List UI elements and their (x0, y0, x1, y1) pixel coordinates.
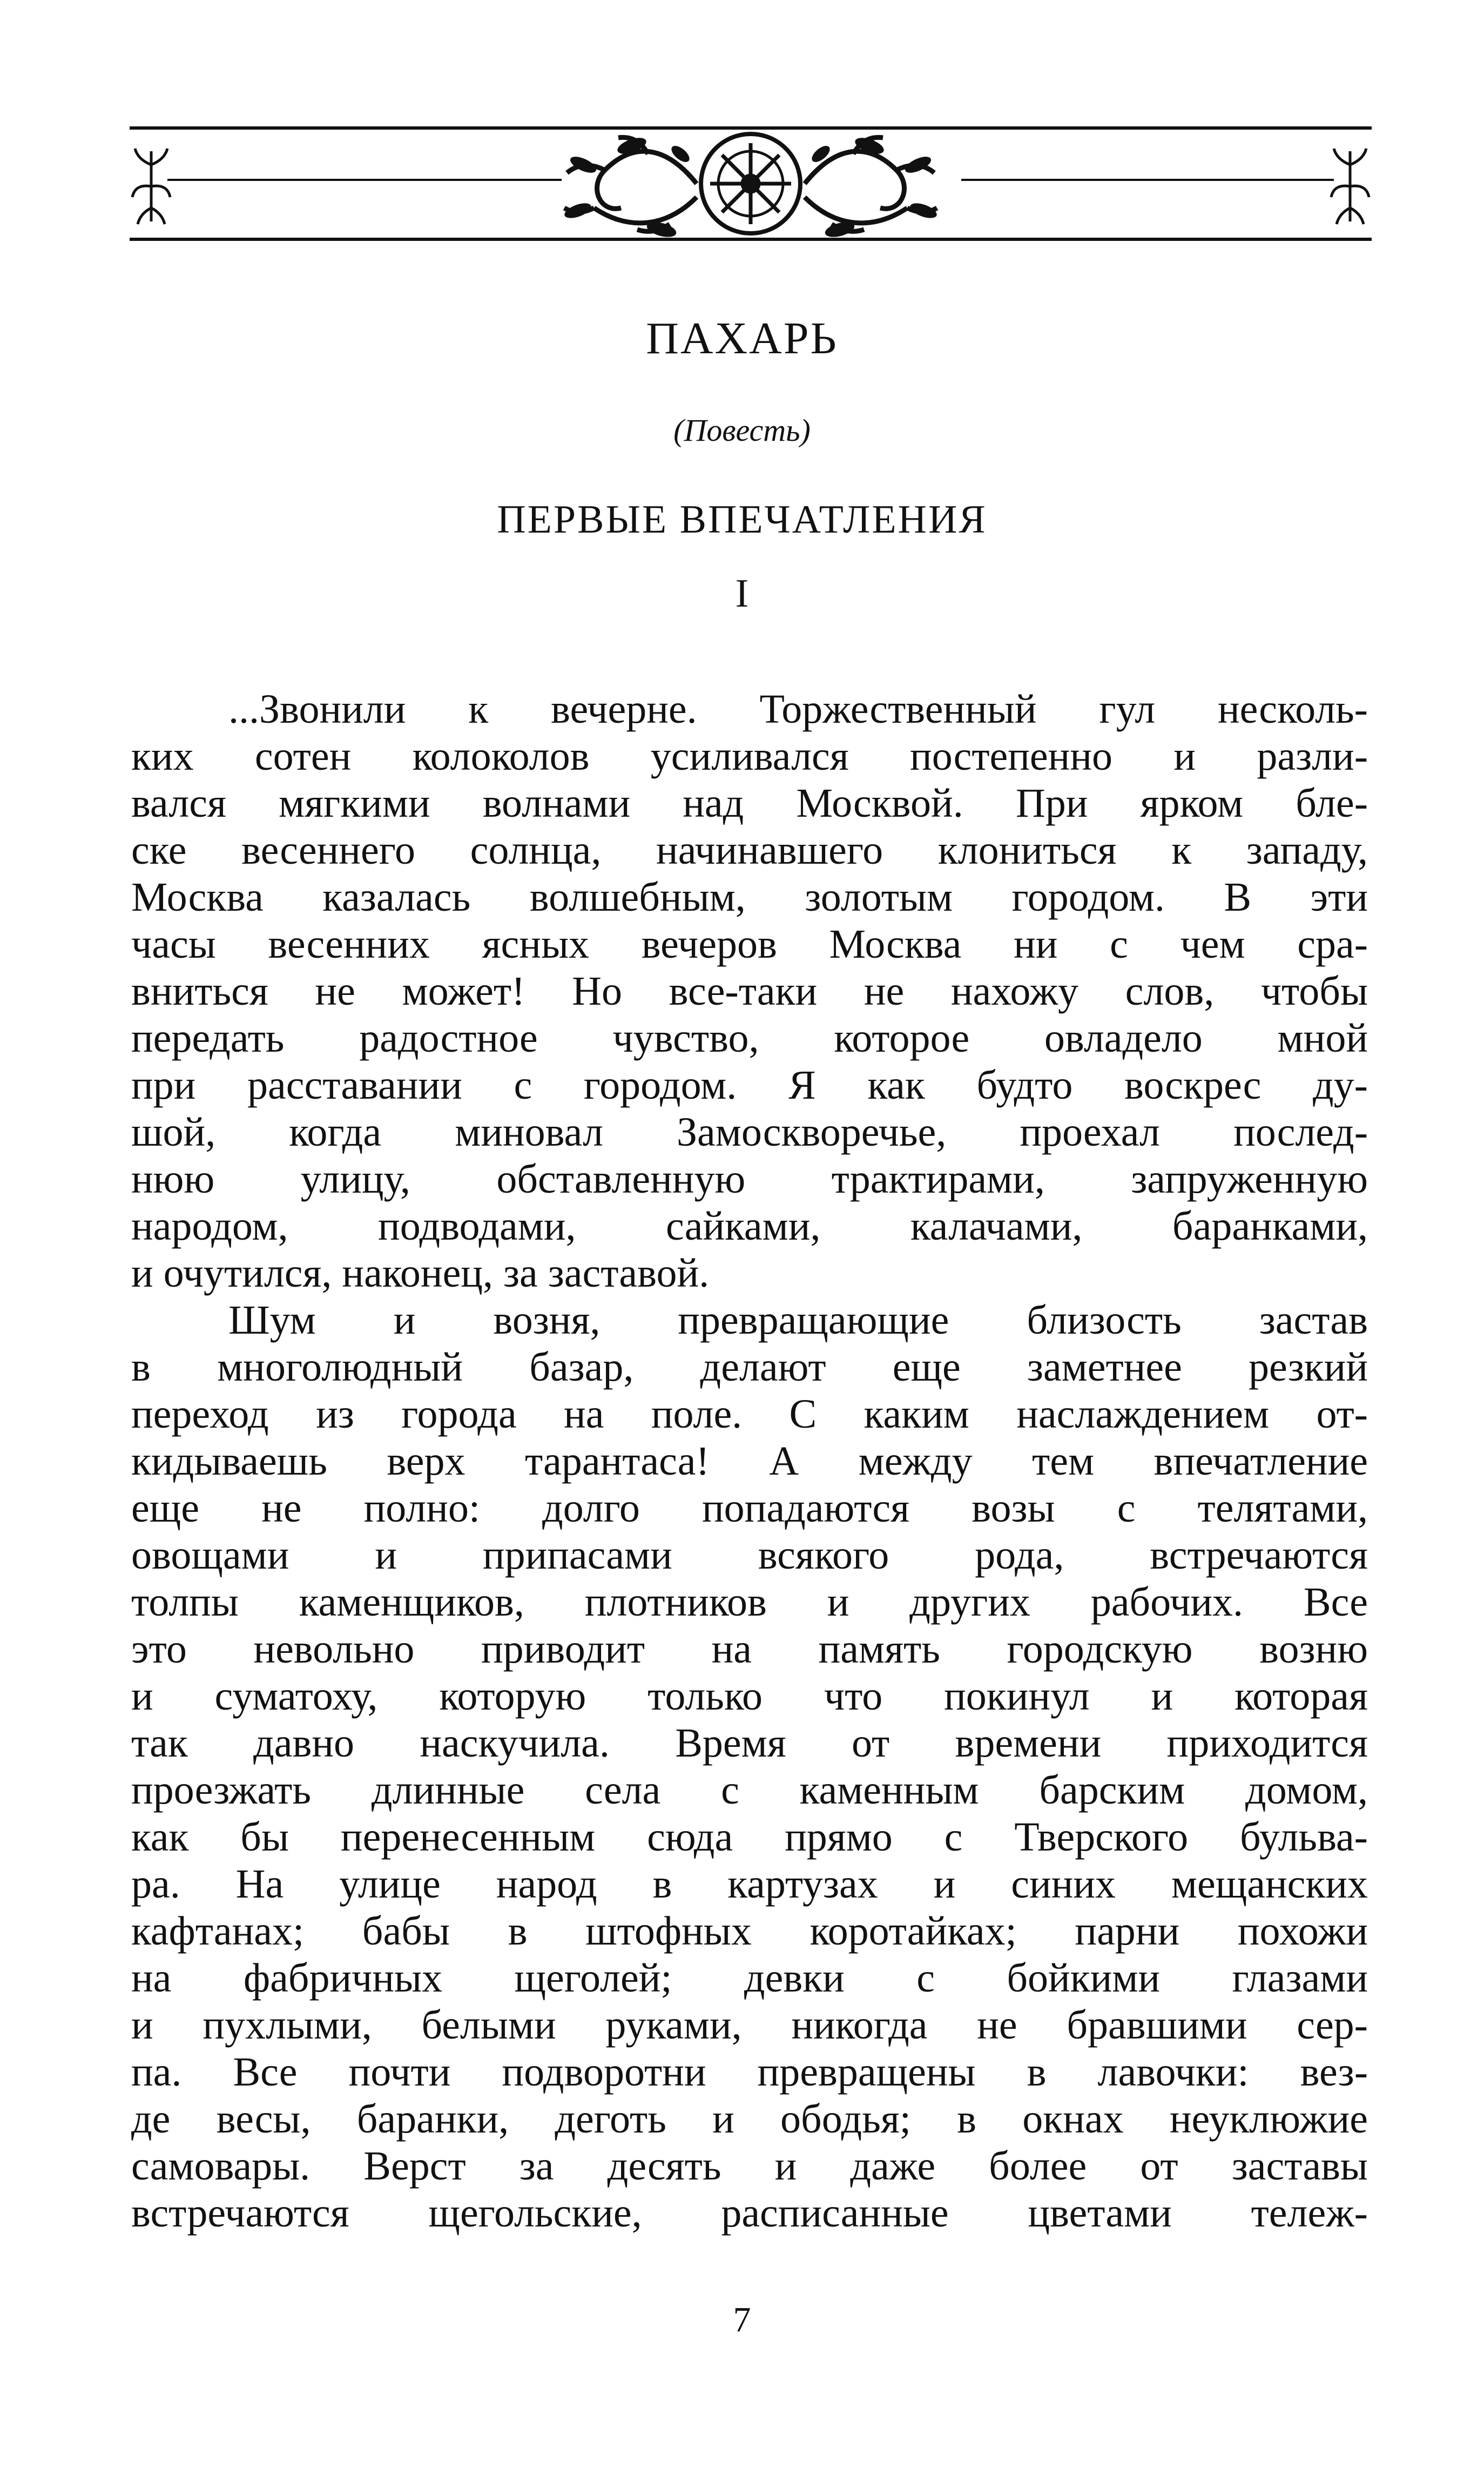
text-line: в многолюдный базар, делают еще заметнее резкий (131, 1344, 1368, 1390)
text-line: проезжать длинные села с каменным барским домом, (131, 1767, 1368, 1813)
body-text (131, 686, 1368, 2237)
text-line: передать радостное чувство, которое овладело мной (131, 1015, 1368, 1061)
chapter-title: ПЕРВЫЕ ВПЕЧАТЛЕНИЯ (497, 497, 987, 542)
text-line: толпы каменщиков, плотников и других рабочих. Все (131, 1579, 1368, 1625)
page-number: 7 (733, 2300, 751, 2339)
text-line: ске весеннего солнца, начинавшего клониться к западу, (131, 828, 1368, 873)
text-line: часы весенних ясных вечеров Москва ни с чем сра- (131, 921, 1368, 967)
text-line: переход из города на поле. С каким наслаждением от- (131, 1391, 1368, 1437)
text-line: так давно наскучила. Время от времени приходится (131, 1720, 1368, 1766)
text-line: нюю улицу, обставленную трактирами, запруженную (131, 1156, 1368, 1202)
text-line: народом, подводами, сайками, калачами, баранками, (131, 1203, 1368, 1249)
text-line: и очутился, наконец, за заставой. (131, 1250, 710, 1296)
text-line: самовары. Верст за десять и даже более от заставы (131, 2143, 1368, 2189)
text-line: как бы перенесенным сюда прямо с Тверского бульва- (131, 1814, 1368, 1860)
text-line: это невольно приводит на память городскую возню (131, 1626, 1368, 1672)
floral-headpiece-icon (130, 122, 1372, 246)
text-line: де весы, баранки, деготь и ободья; в окнах неуклюжие (131, 2096, 1368, 2142)
text-line: вался мягкими волнами над Москвой. При ярком бле- (131, 781, 1368, 826)
text-line: встречаются щегольские, расписанные цветами тележ- (131, 2190, 1368, 2236)
text-line: Москва казалась волшебным, золотым городом. В эти (131, 874, 1368, 920)
text-line: па. Все почти подворотни превращены в лавочки: вез- (131, 2049, 1368, 2095)
text-line: и пухлыми, белыми руками, никогда не бравшими сер- (131, 2002, 1368, 2048)
text-line: еще не полно: долго попадаются возы с телятами, (131, 1485, 1368, 1531)
text-line: и суматоху, которую только что покинул и которая (131, 1673, 1368, 1719)
text-line: при расставании с городом. Я как будто воскрес ду- (131, 1062, 1368, 1108)
text-line: кидываешь верх тарантаса! А между тем впечатление (131, 1438, 1368, 1484)
text-line: ра. На улице народ в картузах и синих мещанских (131, 1861, 1368, 1907)
text-line: Шум и возня, превращающие близость застав (228, 1297, 1368, 1343)
story-title: ПАХАРЬ (646, 313, 838, 364)
text-line: ...Звонили к вечерне. Торжественный гул несколь- (228, 687, 1368, 732)
text-line: шой, когда миновал Замоскворечье, проехал послед- (131, 1109, 1368, 1155)
text-line: ких сотен колоколов усиливался постепенно и разли- (131, 734, 1368, 779)
text-line: кафтанах; бабы в штофных коротайках; парни похожи (131, 1908, 1368, 1954)
story-subtitle: (Повесть) (673, 413, 811, 448)
text-line: вниться не может! Но все-таки не нахожу слов, чтобы (131, 968, 1368, 1014)
text-line: на фабричных щеголей; девки с бойкими глазами (131, 1955, 1368, 2001)
section-number: I (735, 571, 749, 616)
text-line: овощами и припасами всякого рода, встречаются (131, 1532, 1368, 1578)
